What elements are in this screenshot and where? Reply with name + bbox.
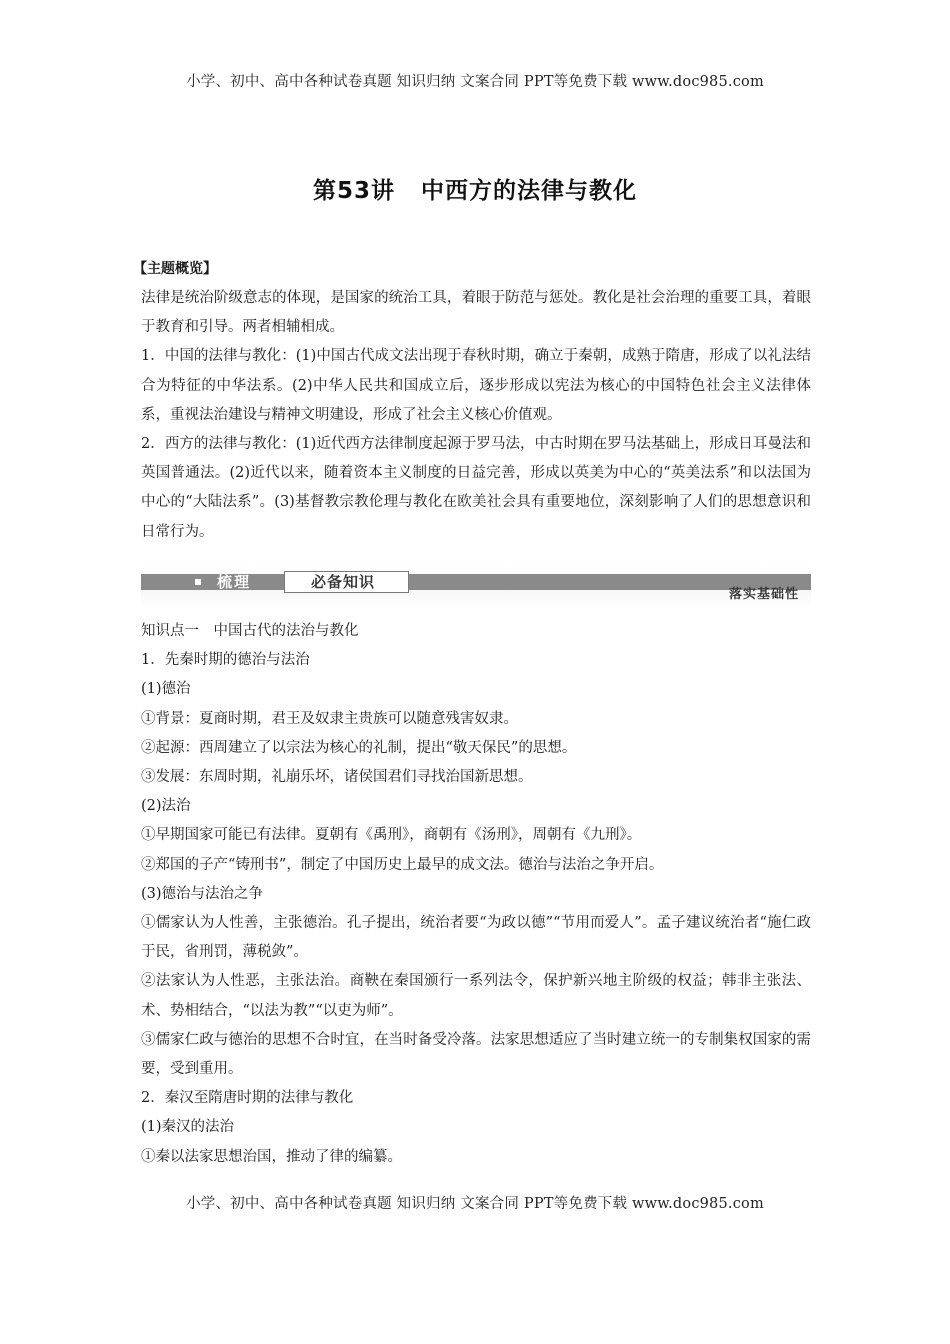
knowledge-line: ②郑国的子产“铸刑书”，制定了中国历史上最早的成文法。德治与法治之争开启。 xyxy=(141,856,664,873)
page-title xyxy=(0,172,950,205)
page-footer: 小学、初中、高中各种试卷真题 知识归纳 文案合同 PPT等免费下载 www.doc985.com xyxy=(186,1196,764,1212)
topic-overview xyxy=(133,255,811,547)
section-banner xyxy=(141,566,811,610)
knowledge-line: ①早期国家可能已有法律。夏朝有《禹刑》，商朝有《汤刑》，周朝有《九刑》。 xyxy=(141,827,642,844)
square-bullet-icon xyxy=(195,579,201,585)
knowledge-line: (3)德治与法治之争 xyxy=(141,885,264,902)
page-header: 小学、初中、高中各种试卷真题 知识归纳 文案合同 PPT等免费下载 www.doc985.com xyxy=(186,74,764,90)
overview-heading: 【主题概览】 xyxy=(133,261,217,277)
lecture-number: 第53讲 xyxy=(312,178,395,204)
banner-right-label: 落实基础性 xyxy=(728,587,799,602)
knowledge-line: (2)法治 xyxy=(141,798,191,815)
knowledge-line: ②起源：西周建立了以宗法为核心的礼制，提出“敬天保民”的思想。 xyxy=(141,739,577,756)
knowledge-line: (1)秦汉的法治 xyxy=(141,1119,235,1136)
lecture-topic: 中西方的法律与教化 xyxy=(421,178,637,204)
overview-paragraph: 法律是统治阶级意志的体现，是国家的统治工具，着眼于防范与惩处。教化是社会治理的重要工具，着眼于教育和引导。两者相辅相成。 xyxy=(141,290,811,336)
banner-subtag: 必备知识 xyxy=(311,573,376,591)
knowledge-line: ③儒家仁政与德治的思想不合时宜，在当时备受冷落。法家思想适应了当时建立统一的专制集权国家的需要，受到重用。 xyxy=(141,1031,811,1078)
knowledge-line: ②法家认为人性恶，主张法治。商鞅在秦国颁行一系列法令，保护新兴地主阶级的权益；韩非主张法、术、势相结合，“以法为教”“以吏为师”。 xyxy=(141,973,811,1019)
knowledge-line: ①儒家认为人性善，主张德治。孔子提出，统治者要“为政以德”“节用而爱人”。孟子建议统治者“施仁政于民，省刑罚，薄税敛”。 xyxy=(141,915,811,961)
knowledge-section xyxy=(141,617,811,1172)
knowledge-line: ①秦以法家思想治国，推动了律的编纂。 xyxy=(141,1148,402,1165)
knowledge-line: 1．先秦时期的德治与法治 xyxy=(141,652,310,669)
knowledge-point-title: 知识点一 中国古代的法治与教化 xyxy=(141,623,359,639)
knowledge-line: ①背景：夏商时期，君王及奴隶主贵族可以随意残害奴隶。 xyxy=(141,710,518,727)
knowledge-line: (1)德治 xyxy=(141,681,191,698)
knowledge-line: ③发展：东周时期，礼崩乐坏，诸侯国君们寻找治国新思想。 xyxy=(141,769,533,786)
knowledge-line: 2．秦汉至隋唐时期的法律与教化 xyxy=(141,1090,354,1107)
overview-paragraph: 1．中国的法律与教化：(1)中国古代成文法出现于春秋时期，确立于秦朝，成熟于隋唐，形成了以礼法结合为特征的中华法系。(2)中华人民共和国成立后，逐步形成以宪法为核心的中国特色社会主义法律体系，重视法治建设与精神文明建设，形成了社会主义核心价值观。 xyxy=(141,348,811,423)
banner-tag: 梳理 xyxy=(217,573,252,591)
overview-paragraph: 2．西方的法律与教化：(1)近代西方法律制度起源于罗马法，中古时期在罗马法基础上，形成日耳曼法和英国普通法。(2)近代以来，随着资本主义制度的日益完善，形成以英美为中心的“英美法系”和以法国为中心的“大陆法系”。(3)基督教宗教伦理与教化在欧美社会具有重要地位，深刻影响了人们的思想意识和日常行为。 xyxy=(141,436,811,540)
